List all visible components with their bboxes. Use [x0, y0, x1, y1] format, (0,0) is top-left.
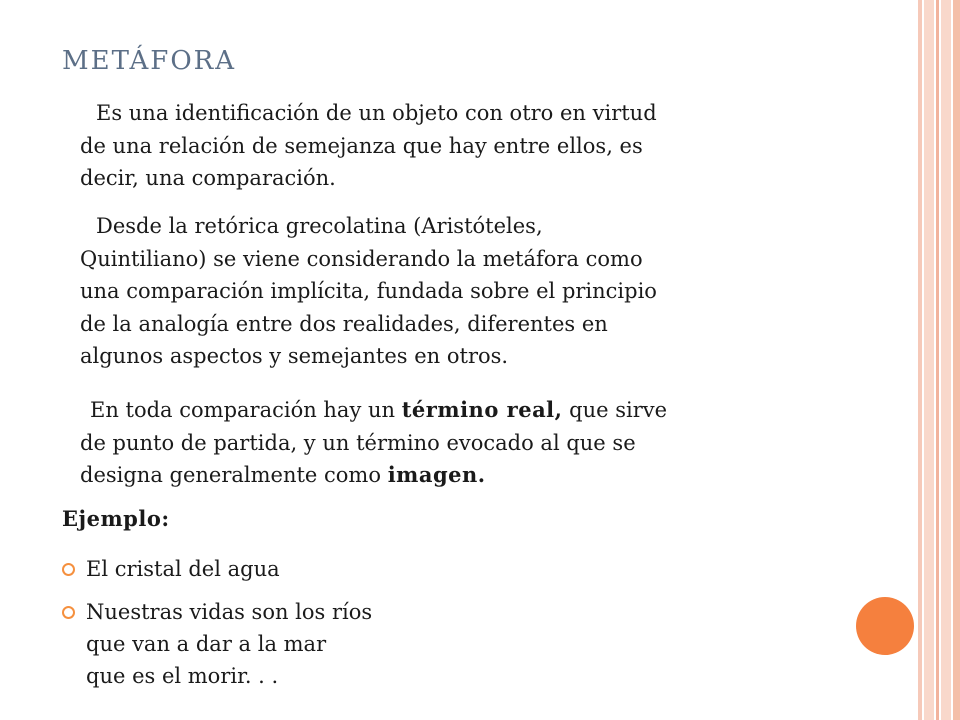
- paragraph-definition: [80, 97, 820, 195]
- paragraph-line: decir, una comparación.: [80, 166, 336, 190]
- paragraph-terms: [80, 394, 820, 492]
- stripe: [936, 0, 939, 720]
- slide-title: METÁFORA: [62, 46, 237, 76]
- paragraph-line: Quintiliano) se viene considerando la metáfora como: [80, 246, 643, 271]
- decorative-stripes: [918, 0, 960, 720]
- paragraph-line: de una relación de semejanza que hay entre ellos, es: [80, 133, 643, 158]
- bullet-line: que es el morir. . .: [86, 664, 279, 688]
- example-label: Ejemplo:: [62, 506, 170, 531]
- stripe: [924, 0, 934, 720]
- paragraph-line: En toda comparación hay un: [90, 398, 396, 422]
- bullet-line: que van a dar a la mar: [86, 632, 327, 656]
- bullet-line: El cristal del agua: [86, 557, 280, 581]
- bullet-line: Nuestras vidas son los ríos: [86, 600, 373, 624]
- paragraph-line: algunos aspectos y semejantes en otros.: [80, 344, 509, 368]
- stripe: [918, 0, 922, 720]
- circle-bullet-icon: [62, 563, 75, 576]
- paragraph-history: [80, 210, 820, 373]
- circle-bullet-icon: [62, 606, 75, 619]
- term-imagen: imagen.: [387, 462, 486, 487]
- paragraph-line: Desde la retórica grecolatina (Aristóteles,: [96, 214, 543, 238]
- paragraph-line: de punto de partida, y un término evocado al que se: [80, 430, 636, 455]
- stripe: [953, 0, 960, 720]
- paragraph-line: que sirve: [569, 398, 668, 422]
- term-real: término real,: [401, 397, 563, 422]
- stripe: [941, 0, 951, 720]
- paragraph-line: de la analogía entre dos realidades, diferentes en: [80, 311, 608, 336]
- paragraph-line: designa generalmente como: [80, 463, 381, 487]
- paragraph-line: Es una identificación de un objeto con otro en virtud: [96, 101, 657, 125]
- accent-circle: [856, 597, 914, 655]
- paragraph-line: una comparación implícita, fundada sobre el principio: [80, 279, 657, 303]
